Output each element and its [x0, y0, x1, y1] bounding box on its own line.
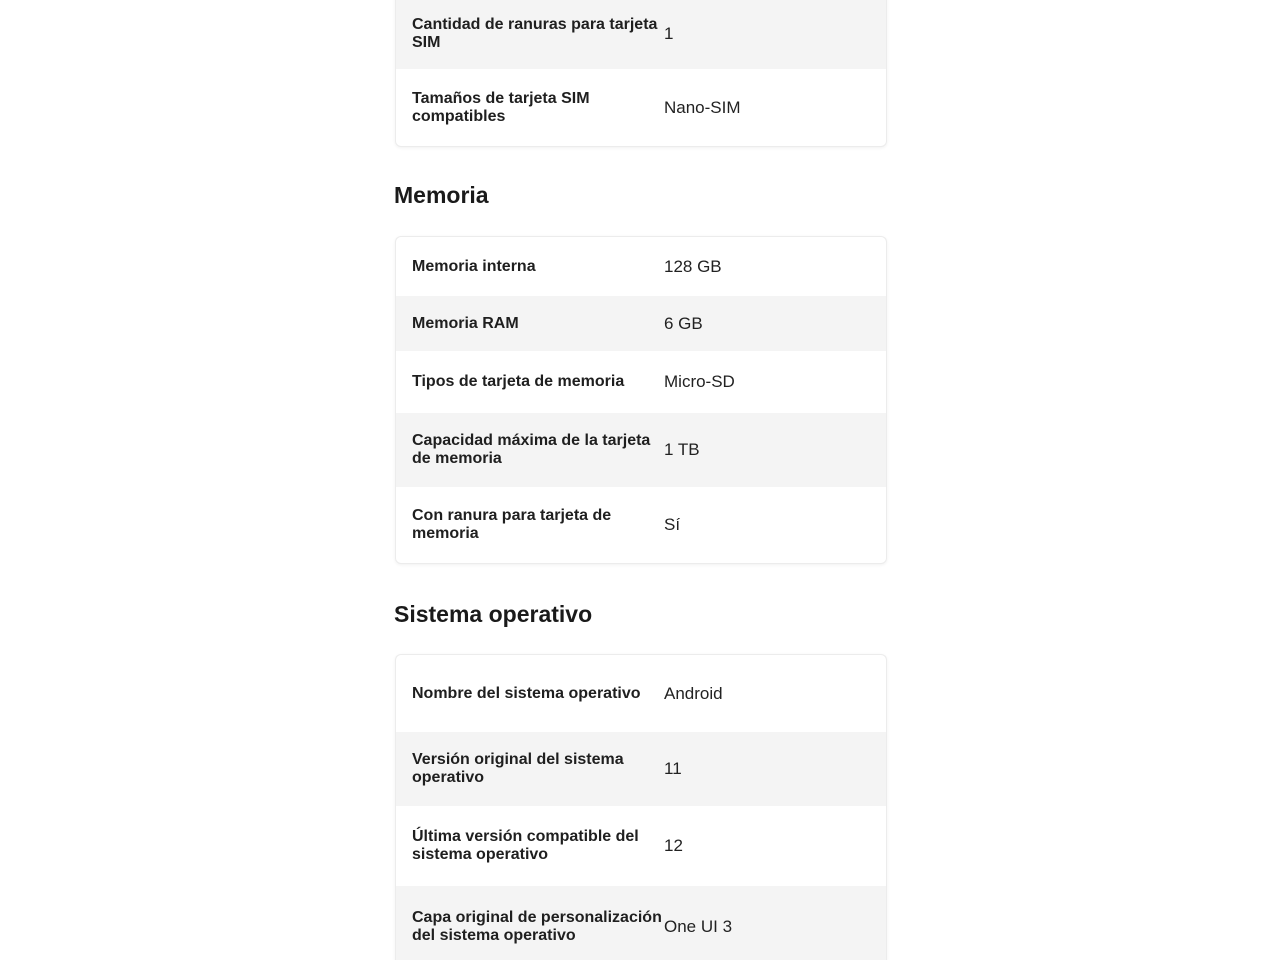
sim-specs-table: [395, 0, 887, 147]
spec-label: Capacidad máxima de la tarjeta de memoria: [412, 432, 651, 467]
spec-row: [396, 655, 886, 732]
sistema-specs-table: [395, 654, 887, 960]
spec-label: Capa original de personalización del sistema operativo: [412, 909, 662, 944]
section-title-sistema-operativo: Sistema operativo: [394, 601, 593, 627]
spec-label: Cantidad de ranuras para tarjeta SIM: [412, 16, 658, 51]
spec-label: Tamaños de tarjeta SIM compatibles: [412, 89, 590, 125]
spec-value: 1: [664, 24, 674, 43]
spec-value: One UI 3: [664, 917, 733, 936]
spec-label: Versión original del sistema operativo: [412, 751, 624, 786]
spec-row: [396, 732, 886, 806]
spec-label: Memoria interna: [412, 257, 536, 275]
spec-row: [396, 413, 886, 487]
spec-label: Memoria RAM: [412, 314, 519, 332]
spec-value: 6 GB: [664, 313, 703, 333]
spec-row: [396, 806, 886, 886]
spec-row: [396, 0, 886, 69]
spec-value: Micro-SD: [664, 372, 735, 391]
spec-value: 12: [664, 836, 683, 855]
spec-label: Última versión compatible del sistema operativo: [412, 828, 639, 863]
spec-label: Tipos de tarjeta de memoria: [412, 373, 625, 390]
spec-value: 128 GB: [664, 256, 722, 276]
spec-row: [396, 886, 886, 960]
section-title-memoria: Memoria: [394, 182, 489, 208]
spec-row: [396, 69, 886, 146]
spec-row: [396, 487, 886, 563]
spec-value: 1 TB: [664, 440, 700, 459]
spec-row: [396, 237, 886, 296]
spec-value: 11: [664, 759, 682, 778]
spec-label: Nombre del sistema operativo: [412, 684, 641, 702]
spec-value: Sí: [664, 515, 681, 534]
spec-row: [396, 296, 886, 351]
spec-value: Nano-SIM: [664, 97, 741, 117]
spec-value: Android: [664, 683, 723, 703]
spec-row: [396, 351, 886, 413]
memoria-specs-table: [395, 236, 887, 564]
spec-label: Con ranura para tarjeta de memoria: [412, 507, 612, 542]
